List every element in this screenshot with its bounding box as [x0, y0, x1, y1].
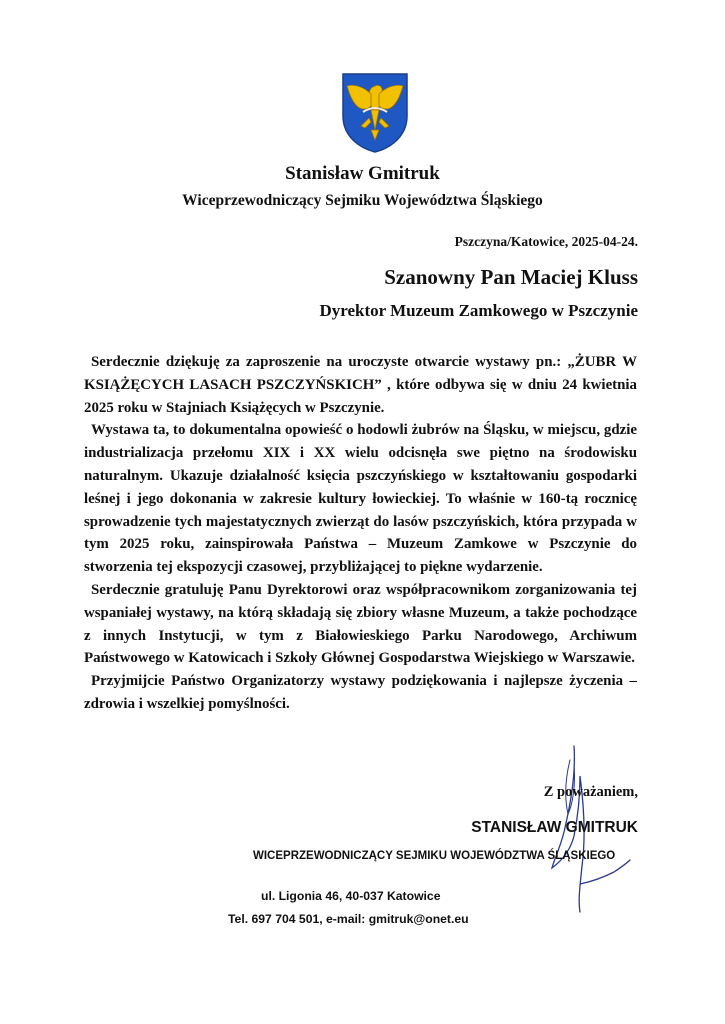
closing-regards: Z poważaniem,: [543, 784, 638, 800]
sender-name: Stanisław Gmitruk: [285, 163, 440, 184]
signatory-name: STANISŁAW GMITRUK: [471, 819, 638, 836]
body-paragraph: Serdecznie dziękuję za zaproszenie na uroczyste otwarcie wystawy pn.: „ŻUBR W KSIĄŻĘCYCH LASACH PSZCZYŃSKICH” , które odbywa się w dniu 24 kwietnia 2025 roku w Stajniach Książęcych w Pszczynie.: [84, 354, 637, 416]
footer-address: ul. Ligonia 46, 40-037 Katowice: [261, 889, 441, 903]
sender-role: Wiceprzewodniczący Sejmiku Województwa Śląskiego: [182, 192, 543, 209]
addressee-title: Dyrektor Muzeum Zamkowego w Pszczynie: [319, 301, 638, 320]
date-line: Pszczyna/Katowice, 2025-04-24.: [454, 234, 638, 249]
body-paragraph: Serdecznie gratuluję Panu Dyrektorowi oraz współpracownikom zorganizowania tej wspaniałej wystawy, na którą składają się zbiory własne Muzeum, a także pochodzące z innych Instytucji, w tym z Białowieskiego Parku Narodowego, Archiwum Państwowego w Katowicach i Szkoły Głównej Gospodarstwa Wiejskiego w Warszawie.: [84, 581, 637, 667]
coat-of-arms-icon: [341, 72, 409, 154]
body-paragraph: Przyjmijcie Państwo Organizatorzy wystawy podziękowania i najlepsze życzenia – zdrowia i wszelkiej pomyślności.: [84, 673, 637, 712]
signatory-role: WICEPRZEWODNICZĄCY SEJMIKU WOJEWÓDZTWA ŚLĄSKIEGO: [253, 850, 616, 862]
addressee-salutation: Szanowny Pan Maciej Kluss: [384, 265, 638, 289]
body-paragraph: Wystawa ta, to dokumentalna opowieść o hodowli żubrów na Śląsku, w miejscu, gdzie industrializacja przełomu XIX i XX wielu odcisnęła swe piętno na środowisku naturalnym. Ukazuje działalność księcia pszczyńskiego w kształtowaniu gospodarki leśnej i jego dokonania w zakresie kultury łowieckiej. To właśnie w 160-tą rocznicę sprowadzenie tych majestatycznych zwierząt do lasów pszczyńskich, która przypada w tym 2025 roku, zainspirowała Państwa – Muzeum Zamkowe w Pszczynie do stworzenia tej ekspozycji czasowej, przybliżającej to piękne wydarzenie.: [84, 422, 637, 576]
letter-body: [84, 351, 637, 716]
footer-contact: Tel. 697 704 501, e-mail: gmitruk@onet.eu: [228, 912, 469, 926]
